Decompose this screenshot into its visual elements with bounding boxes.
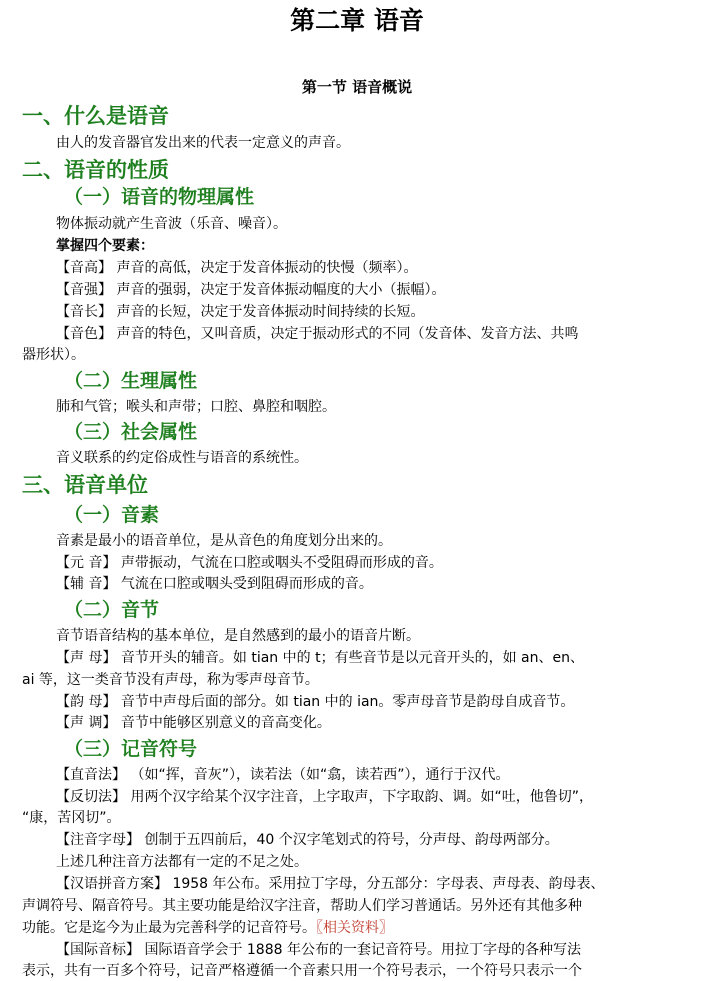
paragraph-timbre-line1: 【音色】 声音的特色，又叫音质，决定于振动形式的不同（发音体、发音方法、共鸣 (56, 326, 579, 342)
paragraph-consonant: 【辅 音】 气流在口腔或咽头受到阻碍而形成的音。 (56, 576, 373, 592)
subheading-syllable: （二）音节 (64, 599, 160, 621)
paragraph-fanqie-line2: “康，苦冈切”。 (22, 810, 121, 826)
paragraph-syllable: 音节语音结构的基本单位，是自然感到的最小的语音片断。 (56, 628, 420, 644)
paragraph-initial-line2: ai 等，这一类音节没有声母，称为零声母音节。 (22, 672, 319, 688)
paragraph-vibration: 物体振动就产生音波（乐音、噪音）。 (56, 216, 287, 232)
paragraph-pinyin-line2: 声调符号、隔音符号。其主要功能是给汉字注音，帮助人们学习普通话。另外还有其他多种 (22, 898, 582, 914)
paragraph-fanqie-line1: 【反切法】 用两个汉字给某个汉字注音，上字取声，下字取韵、调。如“吐，他鲁切”， (56, 789, 593, 805)
heading-units: 三、语音单位 (22, 473, 148, 497)
subheading-physiological: （二）生理属性 (64, 370, 198, 392)
paragraph-phoneme: 音素是最小的语音单位，是从音色的角度划分出来的。 (56, 533, 392, 549)
paragraph-organs: 肺和气管；喉头和声带；口腔、鼻腔和咽腔。 (56, 399, 336, 415)
subheading-social: （三）社会属性 (64, 421, 198, 443)
paragraph-ipa-line2: 表示，共有一百多个符号，记音严格遵循一个音素只用一个符号表示，一个符号只表示一个 (22, 963, 582, 979)
paragraph-initial-line1: 【声 母】 音节开头的辅音。如 tian 中的 t；有些音节是以元音开头的，如 an、en、 (56, 650, 584, 666)
paragraph-zhuyin: 【注音字母】 创制于五四前后，40 个汉字笔划式的符号，分声母、韵母两部分。 (56, 832, 559, 848)
subheading-notation: （三）记音符号 (64, 738, 198, 760)
paragraph-zhiyin: 【直音法】 （如“挥，音灰”），读若法（如“翕，读若西”），通行于汉代。 (56, 767, 510, 783)
paragraph-definition: 由人的发音器官发出来的代表一定意义的声音。 (56, 135, 350, 151)
subheading-physical: （一）语音的物理属性 (64, 186, 255, 208)
paragraph-pinyin-line1: 【汉语拼音方案】 1958 年公布。采用拉丁字母，分五部分：字母表、声母表、韵母表、 (56, 876, 605, 892)
section-title: 第一节 语音概说 (301, 78, 413, 96)
paragraph-final: 【韵 母】 音节中声母后面的部分。如 tian 中的 ian。零声母音节是韵母自成音节。 (56, 694, 575, 710)
chapter-title: 第二章 语音 (290, 6, 424, 35)
paragraph-pitch: 【音高】 声音的高低，决定于发音体振动的快慢（频率）。 (56, 260, 418, 276)
paragraph-length: 【音长】 声音的长短，决定于发音体振动时间持续的长短。 (56, 304, 425, 320)
paragraph-timbre-line2: 器形状）。 (22, 347, 85, 363)
paragraph-pinyin-line3 (22, 918, 393, 938)
heading-what-is-speech: 一、什么是语音 (22, 104, 169, 128)
paragraph-tone: 【声 调】 音节中能够区别意义的音高变化。 (56, 715, 331, 731)
subheading-phoneme: （一）音素 (64, 504, 160, 526)
paragraph-deficiency: 上述几种注音方法都有一定的不足之处。 (56, 854, 308, 870)
paragraph-social: 音义联系的约定俗成性与语音的系统性。 (56, 450, 308, 466)
paragraph-four-elements: 掌握四个要素： (56, 238, 154, 254)
related-materials-link[interactable]: 〖相关资料〗 (316, 920, 393, 936)
heading-properties: 二、语音的性质 (22, 158, 169, 182)
paragraph-strength: 【音强】 声音的强弱，决定于发音体振动幅度的大小（振幅）。 (56, 282, 446, 298)
paragraph-vowel: 【元 音】 声带振动，气流在口腔或咽头不受阻碍而形成的音。 (56, 555, 443, 571)
pinyin-line3-text: 功能。它是迄今为止最为完善科学的记音符号。 (22, 920, 316, 936)
paragraph-ipa-line1: 【国际音标】 国际语音学会于 1888 年公布的一套记音符号。用拉丁字母的各种写法 (56, 942, 581, 958)
